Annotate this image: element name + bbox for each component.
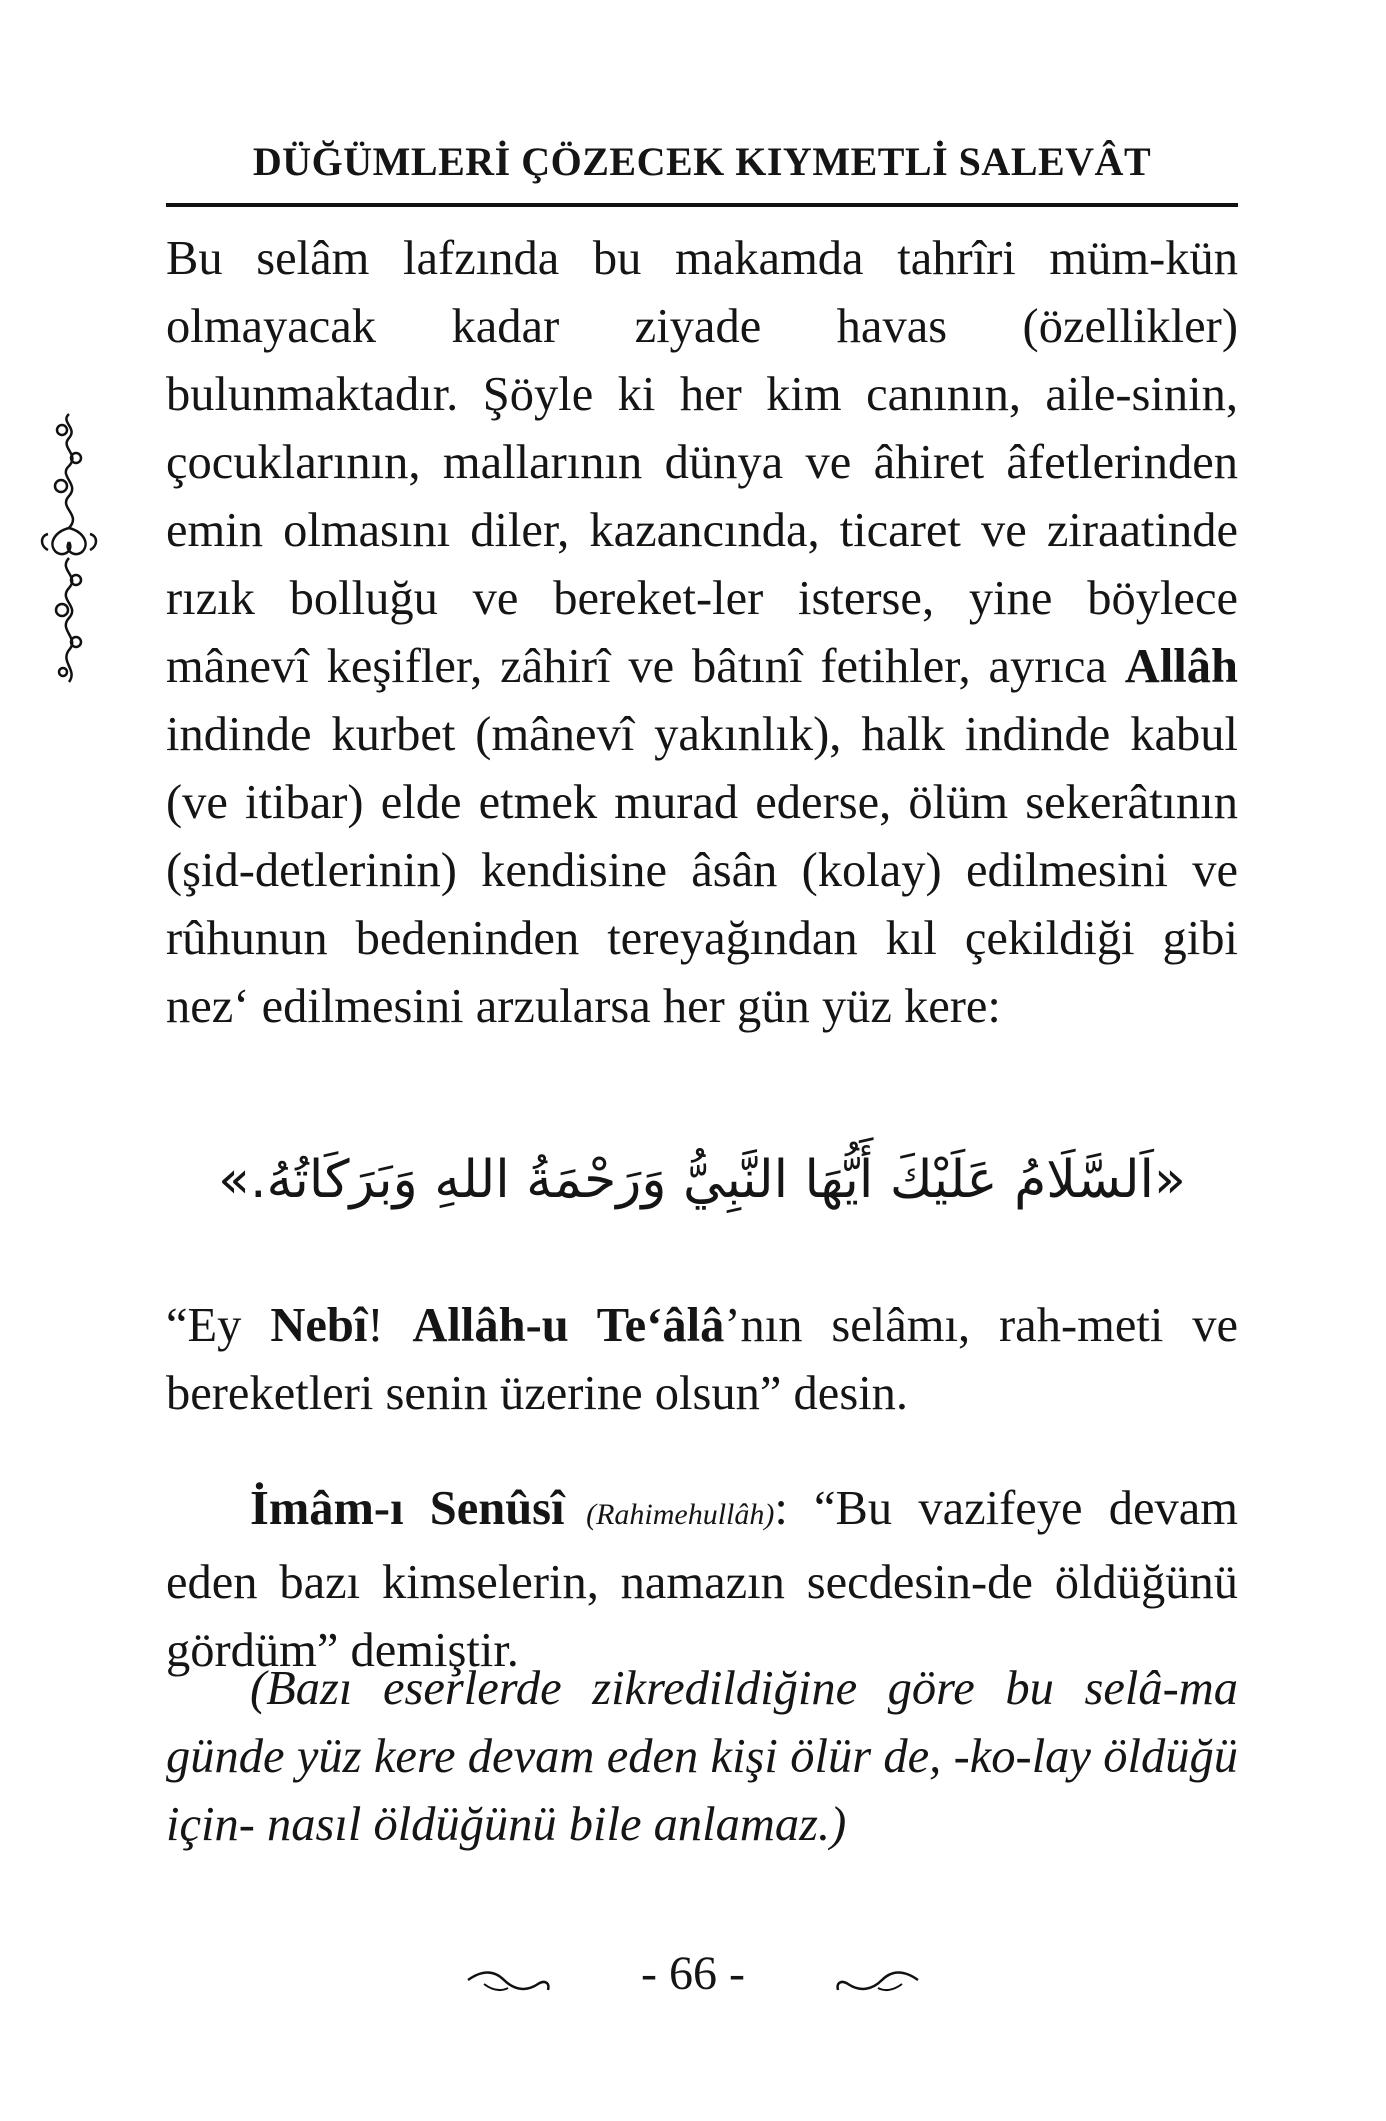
arabic-salutation: «اَلسَّلَامُ عَلَيْكَ أَيُّهَا النَّبِيُّ وَرَحْمَةُ اللهِ وَبَرَكَاتُهُ.»: [218, 1150, 1186, 1210]
paragraph-3-bold-imam: İmâm-ı Senûsî: [250, 1482, 565, 1535]
paragraph-2-bold-allah: Allâh-u Te‘âlâ: [412, 1299, 725, 1352]
paragraph-1-text-b: indinde kurbet (mânevî yakınlık), halk indinde kabul (ve itibar) elde etmek murad ederse, ölüm sekerâtının (şid-detlerinin) kendisine âsân (kolay) edilmesini ve rûhunun bedeninden tereyağından kıl çekildiği gibi nez‘ edilmesini arzularsa her gün yüz kere:: [166, 708, 1238, 1033]
paragraph-3-text: : “Bu vazifeye devam eden bazı kimselerin, namazın secdesin-de öldüğünü gördüm” demiştir.: [166, 1482, 1238, 1677]
paragraph-4-italic-note: (Bazı eserlerde zikredildiğine göre bu selâ-ma günde yüz kere devam eden kişi ölür de, -ko-lay öldüğü için- nasıl öldüğünü bile anlamaz.): [166, 1662, 1238, 1851]
paragraph-2-text-a: “Ey: [166, 1299, 271, 1352]
page-footer: [450, 1940, 936, 2020]
floral-vine-ornament-icon: [38, 410, 100, 690]
page-number: - 66 -: [641, 1947, 745, 2000]
paragraph-2-bold-nebi: Nebî: [270, 1299, 368, 1352]
paragraph-2-text-c: ’nın selâmı, rah-meti ve bereketleri senin üzerine olsun” desin.: [166, 1299, 1238, 1420]
header-rule: [166, 203, 1238, 207]
paragraph-3-honorific: (Rahimehullâh): [564, 1498, 775, 1531]
paragraph-3: [166, 1475, 1238, 1685]
paragraph-2: [166, 1292, 1238, 1428]
page-header-title: DÜĞÜMLERİ ÇÖZECEK KIYMETLİ SALEVÂT: [252, 139, 1152, 184]
paragraph-1: [166, 225, 1238, 1041]
paragraph-1-text-a: Bu selâm lafzında bu makamda tahrîri müm-kün olmayacak kadar ziyade havas (özellikler) bulunmaktadır. Şöyle ki her kim canının, aile-sinin, çocuklarının, mallarının dünya ve âhiret âfetlerinden emin olmasını diler, kazancında, ticaret ve ziraatinde rızık bolluğu ve bereket-ler isterse, yine böylece mânevî keşifler, zâhirî ve bâtınî fetihler, ayrıca: [166, 232, 1238, 693]
paragraph-1-bold-allah: Allâh: [1124, 640, 1238, 693]
swirl-left-icon: [464, 1964, 554, 2004]
paragraph-2-text-b: !: [367, 1299, 413, 1352]
swirl-right-icon: [832, 1964, 922, 2004]
